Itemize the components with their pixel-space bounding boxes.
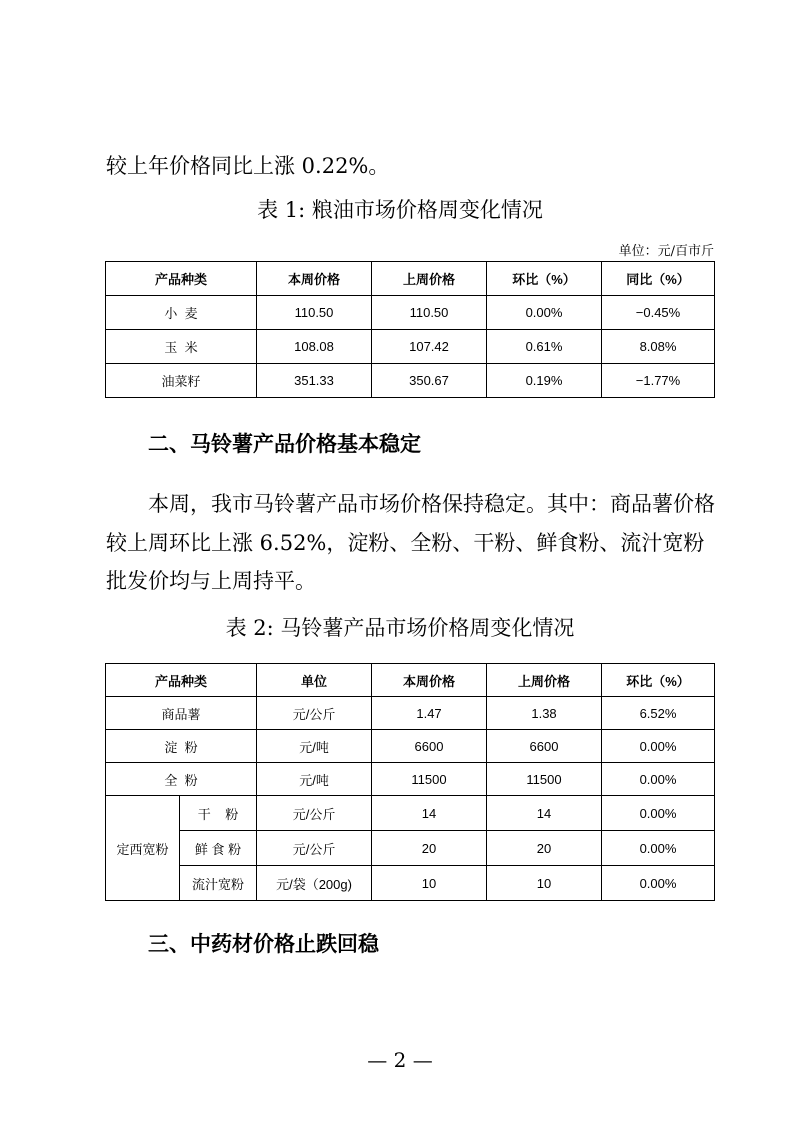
product-cell: 油菜籽: [106, 364, 257, 398]
yoy-change-cell: 8.08%: [602, 330, 715, 364]
intro-paragraph: 较上年价格同比上涨 0.22%。: [106, 154, 390, 178]
product-cell: 小 麦: [106, 296, 257, 330]
table-header-row: [106, 664, 715, 697]
unit-cell: 元/公斤: [257, 796, 372, 831]
header-cell: 本周价格: [372, 664, 487, 697]
yoy-change-cell: −0.45%: [602, 296, 715, 330]
header-cell: 上周价格: [372, 262, 487, 296]
table-row: [106, 364, 715, 398]
unit-cell: 元/公斤: [257, 697, 372, 730]
table-row: [106, 831, 715, 866]
table-row: [106, 296, 715, 330]
mom-change-cell: 0.00%: [487, 296, 602, 330]
mom-change-cell: 6.52%: [602, 697, 715, 730]
section2-body: 本周，我市马铃薯产品市场价格保持稳定。其中：商品薯价格较上周环比上涨 6.52%，淀粉、全粉、干粉、鲜食粉、流汁宽粉批发价均与上周持平。: [106, 492, 715, 593]
this-week-price-cell: 20: [372, 831, 487, 866]
product-cell: 流汁宽粉: [180, 866, 257, 901]
product-cell: 鲜 食 粉: [180, 831, 257, 866]
table-header-row: [106, 262, 715, 296]
table-row: [106, 330, 715, 364]
table2-caption: 表 2: 马铃薯产品市场价格周变化情况: [225, 616, 575, 640]
mom-change-cell: 0.00%: [602, 730, 715, 763]
section3-heading: 三、中药材价格止跌回稳: [148, 932, 379, 956]
table-row: [106, 730, 715, 763]
header-cell: 同比（%）: [602, 262, 715, 296]
product-cell: 干 粉: [180, 796, 257, 831]
last-week-price-cell: 10: [487, 866, 602, 901]
unit-cell: 元/吨: [257, 763, 372, 796]
this-week-price-cell: 11500: [372, 763, 487, 796]
mom-change-cell: 0.00%: [602, 831, 715, 866]
unit-cell: 元/吨: [257, 730, 372, 763]
table-row: [106, 796, 715, 831]
section2-heading: 二、马铃薯产品价格基本稳定: [148, 432, 421, 456]
mom-change-cell: 0.00%: [602, 866, 715, 901]
header-cell: 环比（%）: [602, 664, 715, 697]
last-week-price-cell: 1.38: [487, 697, 602, 730]
group-label-cell: 定西宽粉: [106, 796, 180, 901]
last-week-price-cell: 20: [487, 831, 602, 866]
table1-caption: 表 1: 粮油市场价格周变化情况: [257, 198, 543, 222]
last-week-price-cell: 11500: [487, 763, 602, 796]
this-week-price-cell: 110.50: [257, 296, 372, 330]
table-row: [106, 763, 715, 796]
header-cell: 单位: [257, 664, 372, 697]
potato-price-table: [105, 663, 715, 901]
this-week-price-cell: 351.33: [257, 364, 372, 398]
product-cell: 全 粉: [106, 763, 257, 796]
last-week-price-cell: 110.50: [372, 296, 487, 330]
last-week-price-cell: 350.67: [372, 364, 487, 398]
unit-cell: 元/公斤: [257, 831, 372, 866]
last-week-price-cell: 107.42: [372, 330, 487, 364]
this-week-price-cell: 1.47: [372, 697, 487, 730]
page-number: — 2 —: [367, 1048, 433, 1072]
mom-change-cell: 0.00%: [602, 763, 715, 796]
mom-change-cell: 0.61%: [487, 330, 602, 364]
table1-unit-note: 单位：元/百市斤: [618, 244, 714, 259]
grain-oil-price-table: [105, 261, 715, 398]
header-cell: 产品种类: [106, 664, 257, 697]
this-week-price-cell: 108.08: [257, 330, 372, 364]
header-cell: 产品种类: [106, 262, 257, 296]
this-week-price-cell: 6600: [372, 730, 487, 763]
this-week-price-cell: 14: [372, 796, 487, 831]
product-cell: 玉 米: [106, 330, 257, 364]
mom-change-cell: 0.19%: [487, 364, 602, 398]
header-cell: 环比（%）: [487, 262, 602, 296]
table-row: [106, 697, 715, 730]
product-cell: 淀 粉: [106, 730, 257, 763]
yoy-change-cell: −1.77%: [602, 364, 715, 398]
this-week-price-cell: 10: [372, 866, 487, 901]
product-cell: 商品薯: [106, 697, 257, 730]
header-cell: 上周价格: [487, 664, 602, 697]
last-week-price-cell: 14: [487, 796, 602, 831]
table-row: [106, 866, 715, 901]
last-week-price-cell: 6600: [487, 730, 602, 763]
header-cell: 本周价格: [257, 262, 372, 296]
mom-change-cell: 0.00%: [602, 796, 715, 831]
unit-cell: 元/袋（200g): [257, 866, 372, 901]
